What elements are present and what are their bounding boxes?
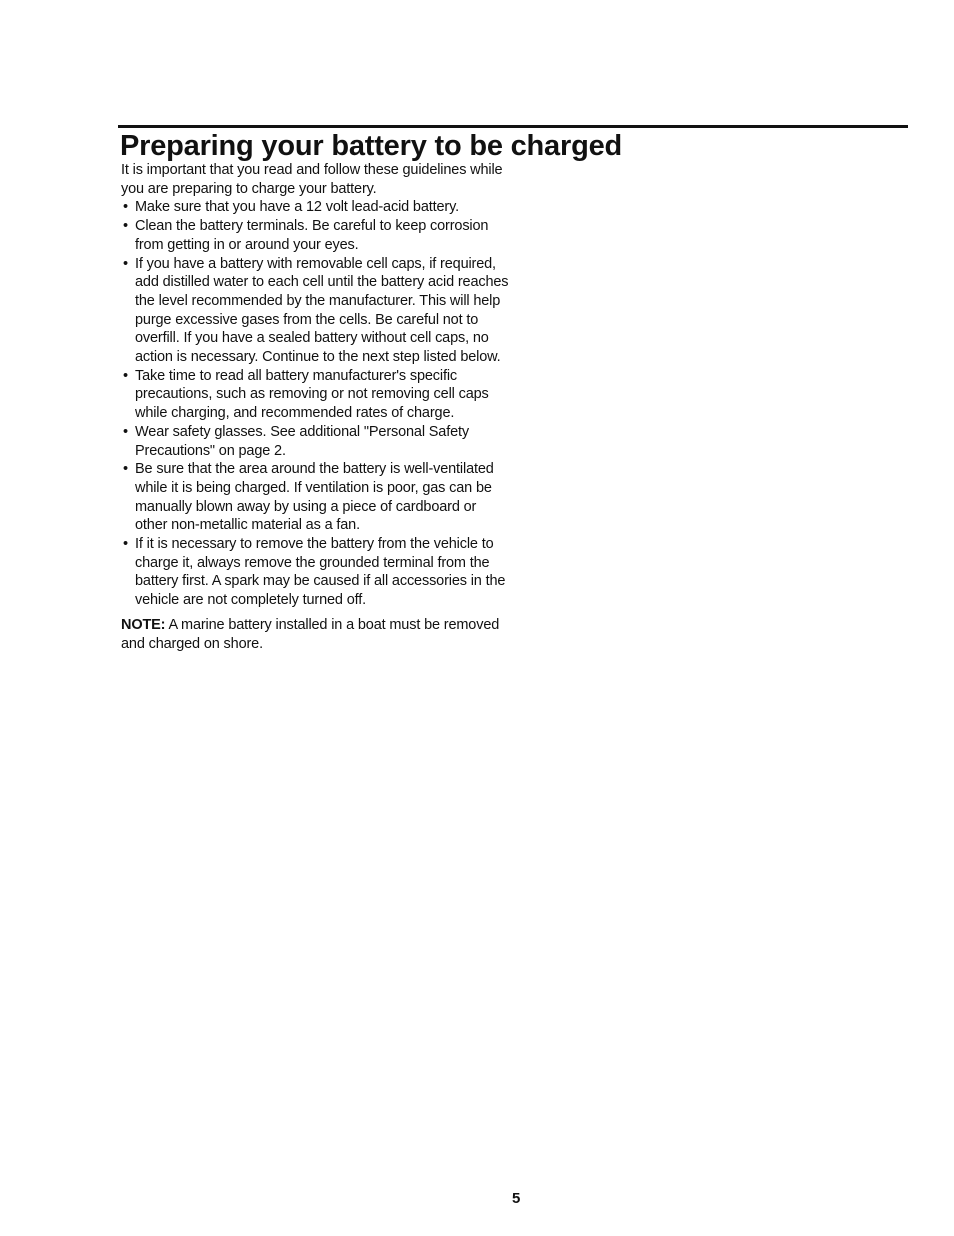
list-item [121,535,511,610]
bullet-icon: • [123,461,128,478]
list-item-text: Be sure that the area around the battery is well-ventilated while it is being charged. If ventilation is poor, gas can be manually blown away by using a piece of cardboard or other non-metallic material as a fan. [135,461,494,534]
bullet-icon: • [123,536,128,553]
bullet-icon: • [123,255,128,272]
bullet-icon: • [123,367,128,384]
bullet-icon: • [123,423,128,440]
guideline-list [121,198,511,609]
bullet-icon: • [123,199,128,216]
list-item-text: If it is necessary to remove the battery from the vehicle to charge it, always remove the grounded terminal from the battery first. A spark may be caused if all accessories in the vehicle are not completely turned off. [135,536,506,609]
body-text [121,161,511,653]
note-text: A marine battery installed in a boat must be removed and charged on shore. [121,616,500,652]
list-item [121,367,511,423]
note-paragraph [121,616,511,653]
note-label: NOTE: [121,616,166,633]
list-item-text: Clean the battery terminals. Be careful to keep corrosion from getting in or around your eyes. [135,218,489,253]
list-item [121,255,511,367]
list-item-text: If you have a battery with removable cell caps, if required, add distilled water to each cell until the battery acid reaches the level recommended by the manufacturer. This will help purge excessive gases from the cells. Be careful not to overfill. If you have a sealed battery without cell caps, no action is necessary. Continue to the next step listed below. [135,255,509,366]
list-item [121,460,511,535]
page-title: Preparing your battery to be charged [120,130,623,162]
list-item [121,198,511,217]
page-number: 5 [512,1190,521,1207]
list-item-text: Take time to read all battery manufacturer's specific precautions, such as removing or not removing cell caps while charging, and recommended rates of charge. [135,367,489,422]
list-item-text: Wear safety glasses. See additional "Personal Safety Precautions" on page 2. [135,423,469,459]
list-item-text: Make sure that you have a 12 volt lead-acid battery. [135,199,460,216]
intro-paragraph: It is important that you read and follow these guidelines while you are preparing to charge your battery. [121,162,503,197]
bullet-icon: • [123,218,128,235]
list-item [121,217,511,254]
list-item [121,423,511,460]
